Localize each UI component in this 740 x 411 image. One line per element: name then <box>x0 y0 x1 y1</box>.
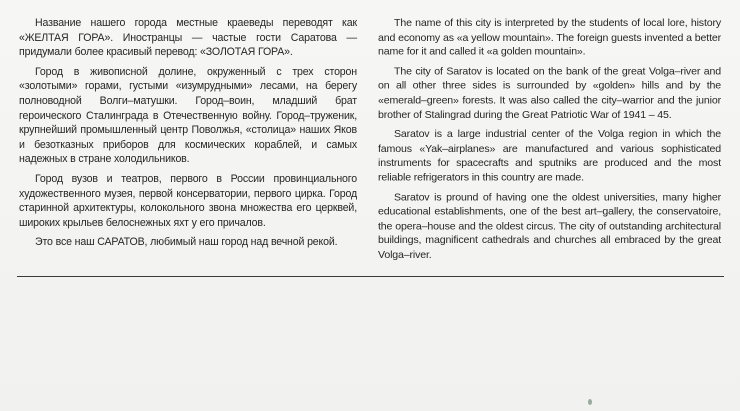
russian-paragraph-3: Город вузов и театров, первого в России провинциального художественного музея, первой консерватории, первого цирка. Город старинной архитектуры, колокольного звона множества его церквей, широких крыльев белоснежных яхт у его причалов. <box>19 172 357 229</box>
horizontal-divider-rule <box>17 276 724 277</box>
english-paragraph-3: Saratov is a large industrial center of the Volga region in which the famous «Yak–airplanes» are manufactured and various sophisticated instruments for spacecrafts and sputniks are produced and the most reliable refrigerators in this country are made. <box>378 128 721 184</box>
english-text-column <box>378 16 721 267</box>
russian-text-column <box>19 16 357 255</box>
scan-speck-mark <box>588 399 592 405</box>
russian-paragraph-1: Название нашего города местные краеведы переводят как «ЖЕЛТАЯ ГОРА». Иностранцы — частые гости Саратова — придумали более красивый перевод: «ЗОЛОТАЯ ГОРА». <box>19 17 357 59</box>
english-paragraph-1: The name of this city is interpreted by the students of local lore, history and economy as «a yellow mountain». The foreign guests invented a better name for it and called it «a golden mountain». <box>378 16 721 58</box>
english-paragraph-4: Saratov is pround of having one the oldest universities, many higher educational establishments, one of the best art–gallery, the conservatoire, the opera–house and the oldest circus. The city of outstanding architectural buildings, magnificent cathedrals and churches all embraced by the great Volga–river. <box>378 191 721 261</box>
english-paragraph-2: The city of Saratov is located on the bank of the great Volga–river and on all other three sides is surrounded by «golden» hills and by the «emerald–green» forests. It was also called the city–warrior and the junior brother of Stalingrad during the Great Patriotic War of 1941 – 45. <box>378 65 721 121</box>
russian-paragraph-2: Город в живописной долине, окруженный с трех сторон «золотыми» горами, густыми «изумрудными» лесами, на берегу полноводной Волги–матушки. Город–воин, младший брат героического Сталинграда в Отечественную войну. Город–труженик, крупнейший промышленный центр Поволжья, «столица» наших Яков и безотказных приборов для космических кораблей, и самых надежных в стране холодильников. <box>19 65 357 166</box>
russian-paragraph-4: Это все наш САРАТОВ, любимый наш город над вечной рекой. <box>35 236 338 249</box>
